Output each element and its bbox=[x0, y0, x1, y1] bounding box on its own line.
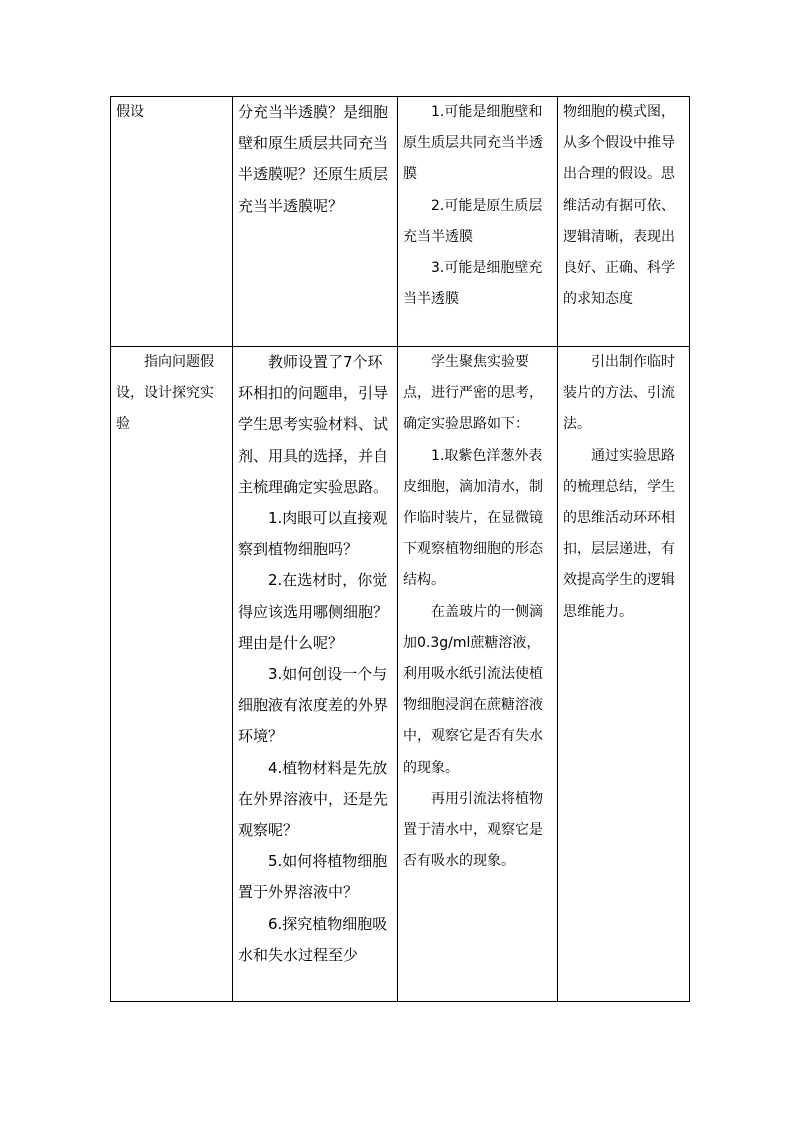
teacher-question: 4.植物材料是先放在外界溶液中，还是先观察呢？ bbox=[238, 758, 389, 840]
student-activity-cell bbox=[398, 97, 558, 347]
student-text: 2.可能是原生质层充当半透膜 bbox=[403, 197, 543, 245]
table-row bbox=[111, 347, 690, 1002]
student-activity-cell bbox=[398, 347, 558, 1002]
stage-text: 指向问题假设，设计探究实验 bbox=[116, 354, 214, 433]
teacher-question: 5.如何将植物细胞置于外界溶液中？ bbox=[238, 852, 388, 902]
teacher-activity-cell bbox=[233, 347, 398, 1002]
teacher-question: 6.探究植物细胞吸水和失水过程至少 bbox=[238, 914, 388, 964]
table-row bbox=[111, 97, 690, 347]
lesson-plan-table bbox=[110, 96, 690, 1002]
teacher-question: 1.肉眼可以直接观察到植物细胞吗？ bbox=[238, 509, 388, 559]
intent-text: 物细胞的模式图，从多个假设中推导出合理的假设。思维活动有据可依、逻辑清晰，表现出良好、正确、科学的求知态度 bbox=[563, 104, 675, 308]
stage-cell bbox=[111, 97, 233, 347]
stage-cell bbox=[111, 347, 233, 1002]
student-text: 再用引流法将植物置于清水中，观察它是否有吸水的现象。 bbox=[403, 790, 543, 870]
student-text: 1.可能是细胞壁和原生质层共同充当半透膜 bbox=[403, 104, 543, 183]
teacher-question: 3.如何创设一个与细胞液有浓度差的外界环境？ bbox=[238, 665, 389, 746]
teacher-text: 教师设置了7个环环相扣的问题串，引导学生思考实验材料、试剂、用具的选择，并自主梳理确定实验思路。 bbox=[238, 353, 389, 496]
teacher-activity-cell bbox=[233, 97, 398, 347]
intent-text: 引出制作临时装片的方法、引流法。 bbox=[563, 354, 675, 433]
student-text: 3.可能是细胞壁充当半透膜 bbox=[403, 260, 543, 308]
teacher-text: 分充当半透膜？是细胞壁和原生质层共同充当半透膜呢？还原生质层充当半透膜呢？ bbox=[238, 103, 389, 215]
stage-text: 假设 bbox=[116, 104, 144, 120]
teacher-question: 2.在选材时，你觉得应该选用哪侧细胞？理由是什么呢？ bbox=[238, 571, 389, 652]
design-intent-cell bbox=[558, 97, 690, 347]
design-intent-cell bbox=[558, 347, 690, 1002]
student-text: 1.取紫色洋葱外表皮细胞，滴加清水，制作临时装片，在显微镜下观察植物细胞的形态结构。 bbox=[403, 447, 543, 589]
student-text: 在盖玻片的一侧滴加0.3g/ml蔗糖溶液，利用吸水纸引流法使植物细胞浸润在蔗糖溶液中，观察它是否有失水的现象。 bbox=[403, 603, 543, 776]
student-text: 学生聚焦实验要点，进行严密的思考，确定实验思路如下： bbox=[403, 354, 543, 433]
intent-text: 通过实验思路的梳理总结，学生的思维活动环环相扣，层层递进，有效提高学生的逻辑思维能力。 bbox=[563, 447, 675, 620]
